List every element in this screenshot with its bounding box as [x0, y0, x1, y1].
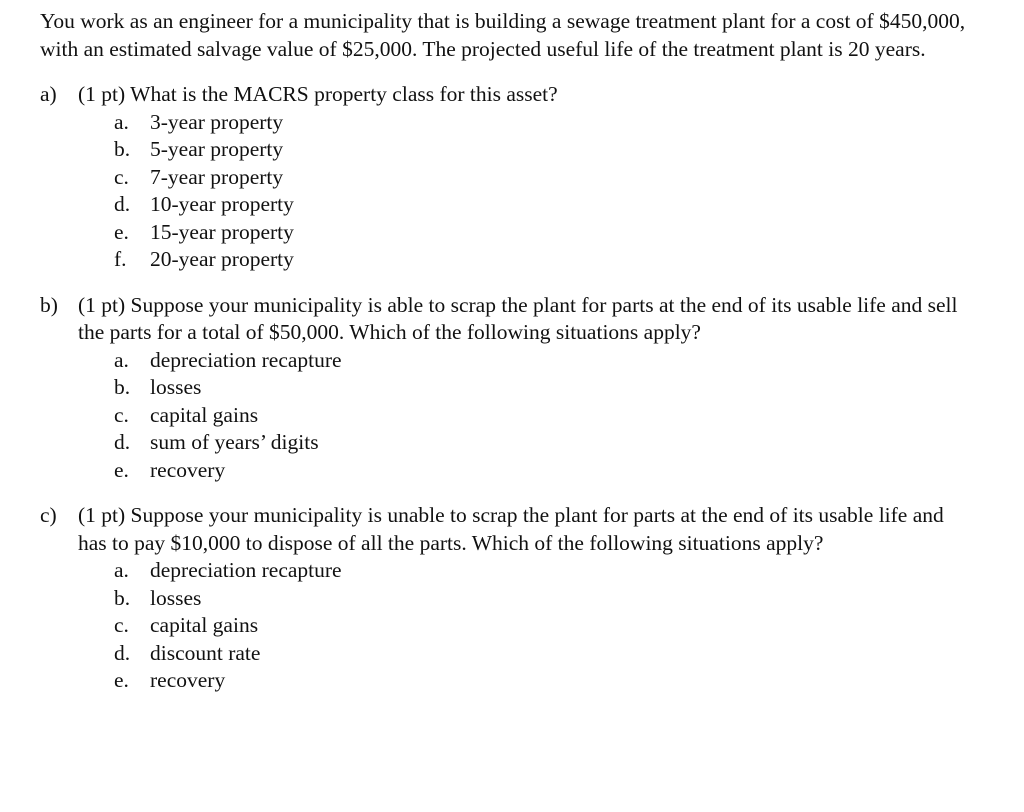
option-item[interactable]	[114, 457, 1000, 485]
option-item[interactable]	[114, 136, 1000, 164]
question-b	[40, 292, 1000, 485]
option-item[interactable]	[114, 402, 1000, 430]
option-item[interactable]	[114, 557, 1000, 585]
option-item[interactable]	[114, 219, 1000, 247]
option-list	[78, 109, 1000, 274]
option-text: 20-year property	[150, 247, 294, 271]
option-letter: a.	[114, 109, 129, 134]
option-letter: e.	[114, 668, 129, 692]
option-text: capital gains	[150, 613, 259, 637]
option-letter: d.	[114, 430, 131, 454]
option-text: losses	[150, 375, 202, 399]
option-letter: d.	[114, 192, 131, 216]
option-item[interactable]	[114, 347, 1000, 375]
option-list	[78, 557, 1000, 695]
option-letter: f.	[114, 247, 127, 271]
option-item[interactable]	[114, 667, 1000, 695]
option-item[interactable]	[114, 612, 1000, 640]
option-letter: c.	[114, 613, 129, 637]
question-label: c)	[40, 503, 57, 527]
question-c	[40, 502, 1000, 695]
option-text: 7-year property	[150, 164, 284, 189]
option-text: recovery	[150, 668, 226, 692]
option-letter: d.	[114, 640, 131, 665]
question-text: (1 pt) Suppose your municipality is unable to scrap the plant for parts at the end of its usable life and has to pay $10,000 to dispose of all the parts. Which of the following situations apply?	[78, 503, 944, 555]
option-text: losses	[150, 585, 202, 610]
option-letter: b.	[114, 137, 131, 161]
option-letter: c.	[114, 164, 129, 189]
option-item[interactable]	[114, 374, 1000, 402]
question-a	[40, 81, 1000, 274]
question-text: (1 pt) What is the MACRS property class for this asset?	[78, 82, 558, 106]
option-text: capital gains	[150, 402, 259, 427]
option-item[interactable]	[114, 640, 1000, 668]
option-item[interactable]	[114, 109, 1000, 137]
option-text: depreciation recapture	[150, 558, 342, 582]
option-text: recovery	[150, 457, 226, 482]
question-text: (1 pt) Suppose your municipality is able to scrap the plant for parts at the end of its usable life and sell the parts for a total of $50,000. Which of the following situations apply?	[78, 292, 958, 344]
option-letter: b.	[114, 585, 131, 610]
document-page	[40, 8, 1000, 713]
option-letter: c.	[114, 402, 129, 427]
option-letter: e.	[114, 219, 129, 244]
option-text: 10-year property	[150, 192, 294, 216]
option-text: sum of years’ digits	[150, 430, 319, 454]
option-letter: b.	[114, 375, 131, 399]
option-letter: a.	[114, 347, 129, 372]
option-text: discount rate	[150, 640, 261, 665]
question-label: a)	[40, 82, 57, 106]
intro-paragraph: You work as an engineer for a municipality that is building a sewage treatment plant for a cost of $450,000, with an estimated salvage value of $25,000. The projected useful life of the treatment plant is 20 years.	[40, 9, 966, 61]
option-item[interactable]	[114, 585, 1000, 613]
question-label: b)	[40, 292, 58, 317]
option-text: 5-year property	[150, 137, 284, 161]
option-text: 15-year property	[150, 219, 294, 244]
option-letter: a.	[114, 558, 129, 582]
option-text: 3-year property	[150, 109, 284, 134]
option-item[interactable]	[114, 164, 1000, 192]
option-list	[78, 347, 1000, 485]
option-text: depreciation recapture	[150, 347, 342, 372]
option-item[interactable]	[114, 246, 1000, 274]
option-item[interactable]	[114, 191, 1000, 219]
option-item[interactable]	[114, 429, 1000, 457]
option-letter: e.	[114, 457, 129, 482]
